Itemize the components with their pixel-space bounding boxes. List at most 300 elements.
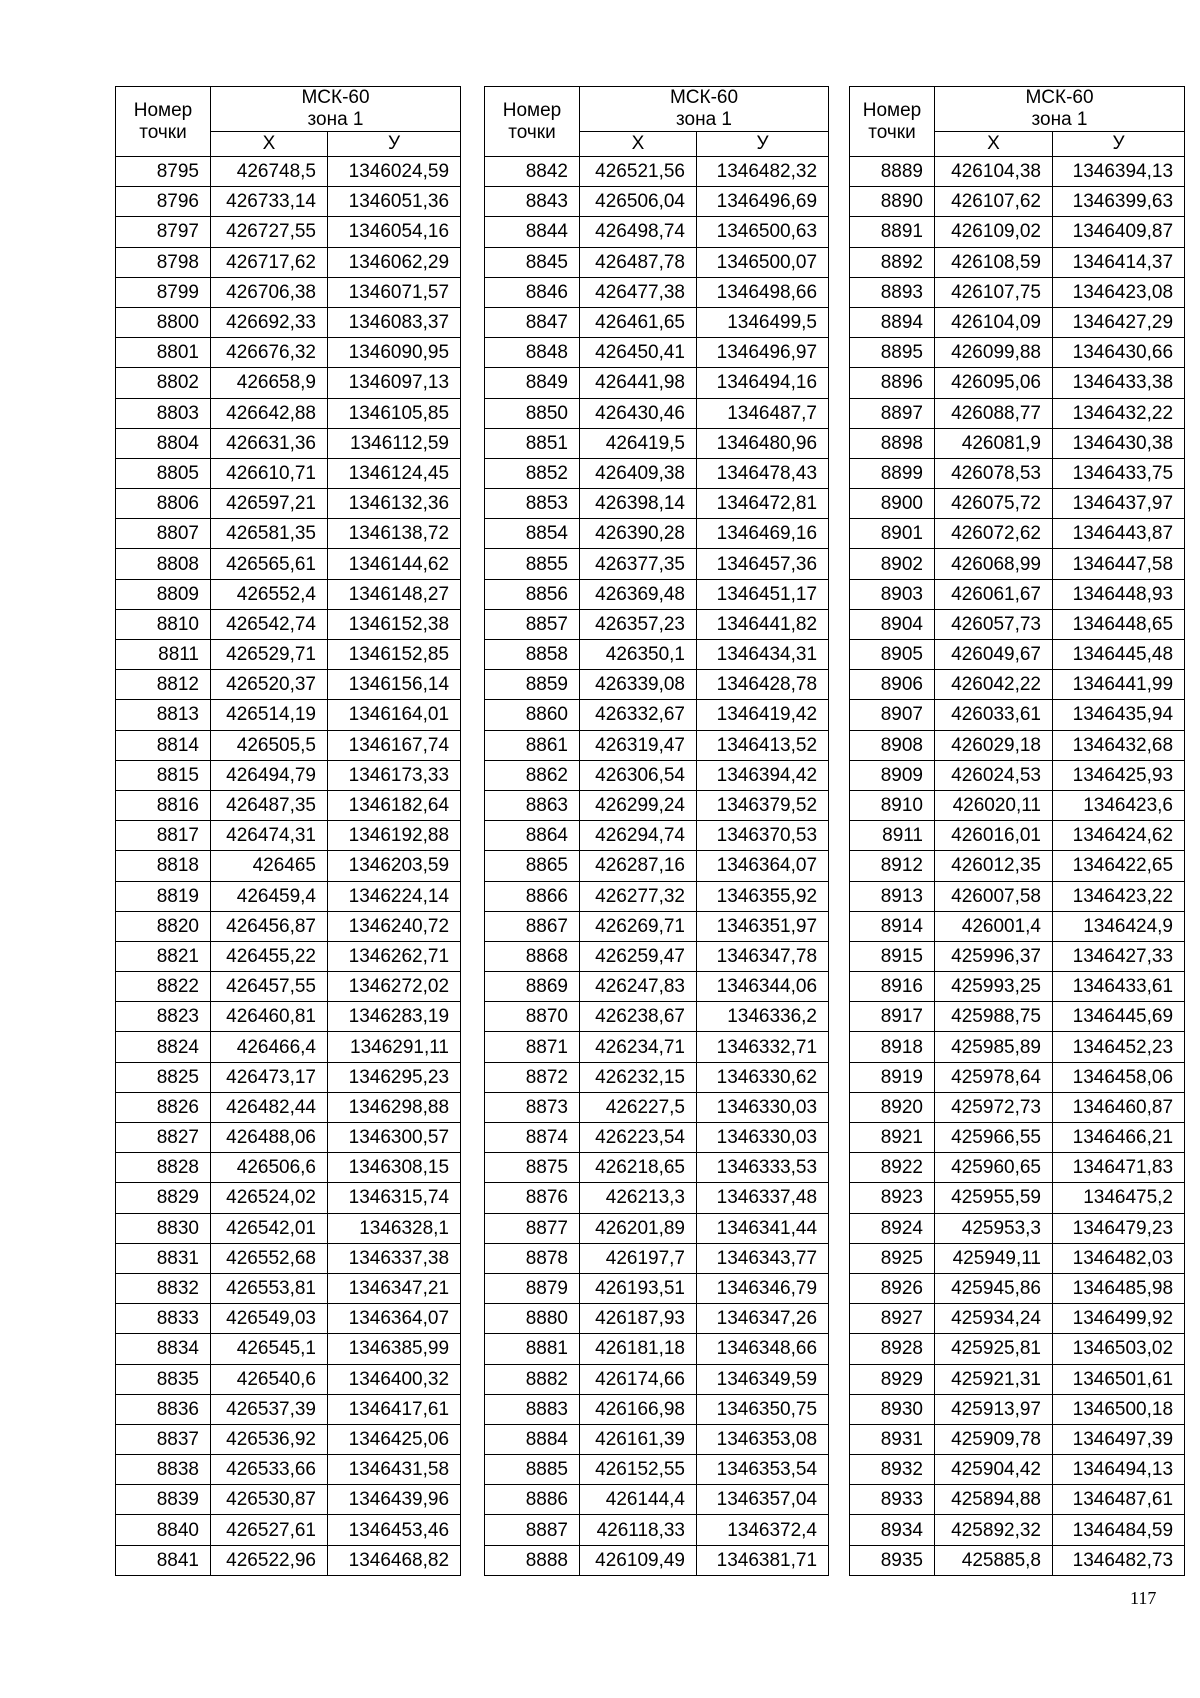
- x-coordinate-cell: 426020,11: [935, 790, 1053, 820]
- point-number-cell: 8803: [116, 398, 211, 428]
- y-coordinate-cell: 1346203,59: [328, 851, 461, 881]
- x-coordinate-cell: 426350,1: [580, 640, 697, 670]
- x-coordinate-cell: 426277,32: [580, 881, 697, 911]
- table-row: [850, 700, 1185, 730]
- y-coordinate-cell: 1346379,52: [697, 790, 829, 820]
- x-coordinate-cell: 426024,53: [935, 760, 1053, 790]
- y-coordinate-cell: 1346424,62: [1053, 821, 1185, 851]
- x-coordinate-cell: 426552,4: [211, 579, 328, 609]
- x-coordinate-cell: 426727,55: [211, 217, 328, 247]
- x-coordinate-cell: 426078,53: [935, 458, 1053, 488]
- y-coordinate-cell: 1346425,93: [1053, 760, 1185, 790]
- point-number-cell: 8885: [485, 1455, 580, 1485]
- point-number-cell: 8861: [485, 730, 580, 760]
- x-coordinate-cell: 426332,67: [580, 700, 697, 730]
- y-coordinate-cell: 1346351,97: [697, 911, 829, 941]
- point-number-cell: 8843: [485, 187, 580, 217]
- y-coordinate-cell: 1346283,19: [328, 1002, 461, 1032]
- point-number-cell: 8860: [485, 700, 580, 730]
- table-row: [850, 1153, 1185, 1183]
- y-coordinate-cell: 1346394,13: [1053, 157, 1185, 187]
- y-coordinate-cell: 1346355,92: [697, 881, 829, 911]
- y-coordinate-cell: 1346385,99: [328, 1334, 461, 1364]
- point-number-cell: 8926: [850, 1273, 935, 1303]
- table-row: [850, 1243, 1185, 1273]
- point-number-cell: 8907: [850, 700, 935, 730]
- x-coordinate-cell: 426409,38: [580, 458, 697, 488]
- y-coordinate-cell: 1346357,04: [697, 1485, 829, 1515]
- point-number-cell: 8829: [116, 1183, 211, 1213]
- point-number-cell: 8830: [116, 1213, 211, 1243]
- x-coordinate-cell: 426717,62: [211, 247, 328, 277]
- x-coordinate-cell: 426269,71: [580, 911, 697, 941]
- y-coordinate-cell: 1346097,13: [328, 368, 461, 398]
- point-number-cell: 8808: [116, 549, 211, 579]
- x-coordinate-cell: 425993,25: [935, 972, 1053, 1002]
- y-coordinate-cell: 1346423,08: [1053, 277, 1185, 307]
- point-number-cell: 8847: [485, 307, 580, 337]
- table-row: [116, 1153, 461, 1183]
- x-coordinate-cell: 426706,38: [211, 277, 328, 307]
- y-coordinate-cell: 1346054,16: [328, 217, 461, 247]
- y-coordinate-cell: 1346479,23: [1053, 1213, 1185, 1243]
- x-coordinate-cell: 426473,17: [211, 1062, 328, 1092]
- x-coordinate-cell: 426631,36: [211, 428, 328, 458]
- point-number-cell: 8869: [485, 972, 580, 1002]
- x-coordinate-cell: 426524,02: [211, 1183, 328, 1213]
- table-row: [116, 307, 461, 337]
- table-row: [116, 670, 461, 700]
- y-coordinate-cell: 1346192,88: [328, 821, 461, 851]
- x-coordinate-cell: 426474,31: [211, 821, 328, 851]
- y-coordinate-cell: 1346262,71: [328, 941, 461, 971]
- x-coordinate-cell: 426457,55: [211, 972, 328, 1002]
- x-coordinate-cell: 426676,32: [211, 338, 328, 368]
- y-coordinate-cell: 1346353,54: [697, 1455, 829, 1485]
- point-number-cell: 8905: [850, 640, 935, 670]
- x-coordinate-cell: 426144,4: [580, 1485, 697, 1515]
- header-coordinate-system: МСК-60 зона 1: [580, 87, 829, 132]
- table-row: [485, 1153, 829, 1183]
- y-coordinate-cell: 1346499,5: [697, 307, 829, 337]
- y-coordinate-cell: 1346182,64: [328, 790, 461, 820]
- x-coordinate-cell: 425934,24: [935, 1304, 1053, 1334]
- point-number-cell: 8922: [850, 1153, 935, 1183]
- point-number-cell: 8825: [116, 1062, 211, 1092]
- point-number-cell: 8917: [850, 1002, 935, 1032]
- x-coordinate-cell: 426294,74: [580, 821, 697, 851]
- point-number-cell: 8876: [485, 1183, 580, 1213]
- x-coordinate-cell: 426692,33: [211, 307, 328, 337]
- point-number-cell: 8813: [116, 700, 211, 730]
- table-row: [116, 579, 461, 609]
- y-coordinate-cell: 1346500,07: [697, 247, 829, 277]
- x-coordinate-cell: 425913,97: [935, 1394, 1053, 1424]
- y-coordinate-cell: 1346458,06: [1053, 1062, 1185, 1092]
- y-coordinate-cell: 1346434,31: [697, 640, 829, 670]
- table-row: [850, 1062, 1185, 1092]
- y-coordinate-cell: 1346471,83: [1053, 1153, 1185, 1183]
- point-number-cell: 8862: [485, 760, 580, 790]
- table-row: [485, 277, 829, 307]
- y-coordinate-cell: 1346499,92: [1053, 1304, 1185, 1334]
- table-row: [485, 1364, 829, 1394]
- y-coordinate-cell: 1346400,32: [328, 1364, 461, 1394]
- y-coordinate-cell: 1346394,42: [697, 760, 829, 790]
- x-coordinate-cell: 426061,67: [935, 579, 1053, 609]
- x-coordinate-cell: 426049,67: [935, 640, 1053, 670]
- table-row: [850, 609, 1185, 639]
- coordinates-table-2: [484, 86, 829, 1576]
- x-coordinate-cell: 426072,62: [935, 519, 1053, 549]
- table-row: [116, 1545, 461, 1575]
- point-number-cell: 8824: [116, 1032, 211, 1062]
- table-row: [850, 790, 1185, 820]
- point-number-cell: 8846: [485, 277, 580, 307]
- y-coordinate-cell: 1346413,52: [697, 730, 829, 760]
- point-number-cell: 8867: [485, 911, 580, 941]
- x-coordinate-cell: 426610,71: [211, 458, 328, 488]
- point-number-cell: 8931: [850, 1424, 935, 1454]
- table-row: [485, 489, 829, 519]
- y-coordinate-cell: 1346423,6: [1053, 790, 1185, 820]
- y-coordinate-cell: 1346435,94: [1053, 700, 1185, 730]
- table-row: [850, 579, 1185, 609]
- table-row: [850, 1455, 1185, 1485]
- point-number-cell: 8921: [850, 1123, 935, 1153]
- point-number-cell: 8932: [850, 1455, 935, 1485]
- y-coordinate-cell: 1346105,85: [328, 398, 461, 428]
- point-number-cell: 8863: [485, 790, 580, 820]
- x-coordinate-cell: 426553,81: [211, 1273, 328, 1303]
- y-coordinate-cell: 1346460,87: [1053, 1092, 1185, 1122]
- table-row: [850, 187, 1185, 217]
- y-coordinate-cell: 1346344,06: [697, 972, 829, 1002]
- y-coordinate-cell: 1346272,02: [328, 972, 461, 1002]
- point-number-cell: 8895: [850, 338, 935, 368]
- table-row: [116, 338, 461, 368]
- x-coordinate-cell: 426223,54: [580, 1123, 697, 1153]
- table-row: [850, 1485, 1185, 1515]
- point-number-cell: 8841: [116, 1545, 211, 1575]
- x-coordinate-cell: 426487,78: [580, 247, 697, 277]
- y-coordinate-cell: 1346478,43: [697, 458, 829, 488]
- point-number-cell: 8853: [485, 489, 580, 519]
- point-number-cell: 8897: [850, 398, 935, 428]
- point-number-cell: 8828: [116, 1153, 211, 1183]
- point-number-cell: 8901: [850, 519, 935, 549]
- point-number-cell: 8899: [850, 458, 935, 488]
- y-coordinate-cell: 1346370,53: [697, 821, 829, 851]
- header-point-number: Номер точки: [485, 87, 580, 157]
- y-coordinate-cell: 1346138,72: [328, 519, 461, 549]
- table-row: [116, 1273, 461, 1303]
- x-coordinate-cell: 426104,09: [935, 307, 1053, 337]
- point-number-cell: 8831: [116, 1243, 211, 1273]
- x-coordinate-cell: 425955,59: [935, 1183, 1053, 1213]
- x-coordinate-cell: 426247,83: [580, 972, 697, 1002]
- point-number-cell: 8859: [485, 670, 580, 700]
- x-coordinate-cell: 426419,5: [580, 428, 697, 458]
- point-number-cell: 8925: [850, 1243, 935, 1273]
- y-coordinate-cell: 1346422,65: [1053, 851, 1185, 881]
- point-number-cell: 8910: [850, 790, 935, 820]
- y-coordinate-cell: 1346496,69: [697, 187, 829, 217]
- y-coordinate-cell: 1346308,15: [328, 1153, 461, 1183]
- y-coordinate-cell: 1346482,32: [697, 157, 829, 187]
- x-coordinate-cell: 426488,06: [211, 1123, 328, 1153]
- x-coordinate-cell: 426658,9: [211, 368, 328, 398]
- x-coordinate-cell: 425985,89: [935, 1032, 1053, 1062]
- point-number-cell: 8912: [850, 851, 935, 881]
- point-number-cell: 8923: [850, 1183, 935, 1213]
- x-coordinate-cell: 426181,18: [580, 1334, 697, 1364]
- table-row: [850, 217, 1185, 247]
- point-number-cell: 8856: [485, 579, 580, 609]
- point-number-cell: 8802: [116, 368, 211, 398]
- x-coordinate-cell: 426552,68: [211, 1243, 328, 1273]
- y-coordinate-cell: 1346298,88: [328, 1092, 461, 1122]
- table-row: [485, 1424, 829, 1454]
- x-coordinate-cell: 426450,41: [580, 338, 697, 368]
- y-coordinate-cell: 1346497,39: [1053, 1424, 1185, 1454]
- x-coordinate-cell: 426565,61: [211, 549, 328, 579]
- point-number-cell: 8850: [485, 398, 580, 428]
- table-row: [485, 368, 829, 398]
- y-coordinate-cell: 1346148,27: [328, 579, 461, 609]
- table-row: [116, 1455, 461, 1485]
- x-coordinate-cell: 426581,35: [211, 519, 328, 549]
- table-row: [485, 247, 829, 277]
- point-number-cell: 8884: [485, 1424, 580, 1454]
- y-coordinate-cell: 1346240,72: [328, 911, 461, 941]
- header-x: Х: [580, 132, 697, 157]
- point-number-cell: 8916: [850, 972, 935, 1002]
- point-number-cell: 8809: [116, 579, 211, 609]
- y-coordinate-cell: 1346337,38: [328, 1243, 461, 1273]
- y-coordinate-cell: 1346487,61: [1053, 1485, 1185, 1515]
- point-number-cell: 8820: [116, 911, 211, 941]
- point-number-cell: 8799: [116, 277, 211, 307]
- y-coordinate-cell: 1346439,96: [328, 1485, 461, 1515]
- header-y: У: [697, 132, 829, 157]
- y-coordinate-cell: 1346300,57: [328, 1123, 461, 1153]
- table-row: [116, 458, 461, 488]
- y-coordinate-cell: 1346469,16: [697, 519, 829, 549]
- table-row: [850, 1123, 1185, 1153]
- x-coordinate-cell: 426187,93: [580, 1304, 697, 1334]
- y-coordinate-cell: 1346485,98: [1053, 1273, 1185, 1303]
- point-number-cell: 8821: [116, 941, 211, 971]
- point-number-cell: 8891: [850, 217, 935, 247]
- header-point-number: Номер точки: [116, 87, 211, 157]
- table-row: [485, 1545, 829, 1575]
- x-coordinate-cell: 425949,11: [935, 1243, 1053, 1273]
- header-point-number: Номер точки: [850, 87, 935, 157]
- x-coordinate-cell: 426521,56: [580, 157, 697, 187]
- point-number-cell: 8929: [850, 1364, 935, 1394]
- x-coordinate-cell: 426287,16: [580, 851, 697, 881]
- y-coordinate-cell: 1346452,23: [1053, 1032, 1185, 1062]
- point-number-cell: 8805: [116, 458, 211, 488]
- table-row: [485, 1394, 829, 1424]
- x-coordinate-cell: 426487,35: [211, 790, 328, 820]
- y-coordinate-cell: 1346062,29: [328, 247, 461, 277]
- table-row: [116, 519, 461, 549]
- y-coordinate-cell: 1346346,79: [697, 1273, 829, 1303]
- x-coordinate-cell: 425909,78: [935, 1424, 1053, 1454]
- table-row: [850, 760, 1185, 790]
- table-row: [485, 821, 829, 851]
- y-coordinate-cell: 1346144,62: [328, 549, 461, 579]
- y-coordinate-cell: 1346337,48: [697, 1183, 829, 1213]
- point-number-cell: 8892: [850, 247, 935, 277]
- point-number-cell: 8900: [850, 489, 935, 519]
- table-row: [485, 307, 829, 337]
- table-row: [116, 157, 461, 187]
- table-row: [116, 730, 461, 760]
- x-coordinate-cell: 426377,35: [580, 549, 697, 579]
- table-row: [116, 1424, 461, 1454]
- table-row: [485, 972, 829, 1002]
- point-number-cell: 8845: [485, 247, 580, 277]
- header-x: Х: [211, 132, 328, 157]
- y-coordinate-cell: 1346428,78: [697, 670, 829, 700]
- y-coordinate-cell: 1346431,58: [328, 1455, 461, 1485]
- y-coordinate-cell: 1346501,61: [1053, 1364, 1185, 1394]
- table-row: [850, 247, 1185, 277]
- x-coordinate-cell: 426075,72: [935, 489, 1053, 519]
- point-number-cell: 8880: [485, 1304, 580, 1334]
- point-number-cell: 8913: [850, 881, 935, 911]
- x-coordinate-cell: 426108,59: [935, 247, 1053, 277]
- point-number-cell: 8816: [116, 790, 211, 820]
- point-number-cell: 8849: [485, 368, 580, 398]
- table-row: [850, 972, 1185, 1002]
- x-coordinate-cell: 426299,24: [580, 790, 697, 820]
- x-coordinate-cell: 426441,98: [580, 368, 697, 398]
- x-coordinate-cell: 426107,62: [935, 187, 1053, 217]
- x-coordinate-cell: 426549,03: [211, 1304, 328, 1334]
- y-coordinate-cell: 1346451,17: [697, 579, 829, 609]
- table-row: [485, 187, 829, 217]
- table-row: [485, 640, 829, 670]
- point-number-cell: 8879: [485, 1273, 580, 1303]
- table-row: [850, 821, 1185, 851]
- x-coordinate-cell: 426033,61: [935, 700, 1053, 730]
- point-number-cell: 8915: [850, 941, 935, 971]
- x-coordinate-cell: 426514,19: [211, 700, 328, 730]
- x-coordinate-cell: 426161,39: [580, 1424, 697, 1454]
- point-number-cell: 8795: [116, 157, 211, 187]
- table-row: [485, 700, 829, 730]
- x-coordinate-cell: 426530,87: [211, 1485, 328, 1515]
- point-number-cell: 8881: [485, 1334, 580, 1364]
- table-row: [850, 640, 1185, 670]
- x-coordinate-cell: 426642,88: [211, 398, 328, 428]
- y-coordinate-cell: 1346445,48: [1053, 640, 1185, 670]
- point-number-cell: 8896: [850, 368, 935, 398]
- x-coordinate-cell: 425960,65: [935, 1153, 1053, 1183]
- y-coordinate-cell: 1346433,38: [1053, 368, 1185, 398]
- y-coordinate-cell: 1346427,33: [1053, 941, 1185, 971]
- y-coordinate-cell: 1346349,59: [697, 1364, 829, 1394]
- x-coordinate-cell: 426339,08: [580, 670, 697, 700]
- table-row: [850, 1183, 1185, 1213]
- point-number-cell: 8798: [116, 247, 211, 277]
- y-coordinate-cell: 1346417,61: [328, 1394, 461, 1424]
- x-coordinate-cell: 426081,9: [935, 428, 1053, 458]
- table-row: [116, 217, 461, 247]
- point-number-cell: 8919: [850, 1062, 935, 1092]
- y-coordinate-cell: 1346423,22: [1053, 881, 1185, 911]
- point-number-cell: 8838: [116, 1455, 211, 1485]
- point-number-cell: 8817: [116, 821, 211, 851]
- x-coordinate-cell: 426197,7: [580, 1243, 697, 1273]
- y-coordinate-cell: 1346364,07: [697, 851, 829, 881]
- y-coordinate-cell: 1346124,45: [328, 458, 461, 488]
- point-number-cell: 8911: [850, 821, 935, 851]
- x-coordinate-cell: 426107,75: [935, 277, 1053, 307]
- y-coordinate-cell: 1346330,03: [697, 1092, 829, 1122]
- table-row: [116, 760, 461, 790]
- table-row: [116, 881, 461, 911]
- x-coordinate-cell: 426533,66: [211, 1455, 328, 1485]
- y-coordinate-cell: 1346496,97: [697, 338, 829, 368]
- point-number-cell: 8872: [485, 1062, 580, 1092]
- point-number-cell: 8801: [116, 338, 211, 368]
- table-row: [485, 1092, 829, 1122]
- y-coordinate-cell: 1346453,46: [328, 1515, 461, 1545]
- table-row: [485, 1123, 829, 1153]
- point-number-cell: 8839: [116, 1485, 211, 1515]
- x-coordinate-cell: 426001,4: [935, 911, 1053, 941]
- y-coordinate-cell: 1346336,2: [697, 1002, 829, 1032]
- point-number-cell: 8834: [116, 1334, 211, 1364]
- point-number-cell: 8935: [850, 1545, 935, 1575]
- table-row: [850, 307, 1185, 337]
- x-coordinate-cell: 426109,49: [580, 1545, 697, 1575]
- table-row: [850, 941, 1185, 971]
- x-coordinate-cell: 426466,4: [211, 1032, 328, 1062]
- point-number-cell: 8878: [485, 1243, 580, 1273]
- y-coordinate-cell: 1346399,63: [1053, 187, 1185, 217]
- y-coordinate-cell: 1346328,1: [328, 1213, 461, 1243]
- point-number-cell: 8928: [850, 1334, 935, 1364]
- y-coordinate-cell: 1346447,58: [1053, 549, 1185, 579]
- table-row: [485, 217, 829, 247]
- x-coordinate-cell: 426494,79: [211, 760, 328, 790]
- x-coordinate-cell: 426456,87: [211, 911, 328, 941]
- point-number-cell: 8934: [850, 1515, 935, 1545]
- table-row: [485, 1183, 829, 1213]
- x-coordinate-cell: 426213,3: [580, 1183, 697, 1213]
- table-row: [116, 1394, 461, 1424]
- point-number-cell: 8927: [850, 1304, 935, 1334]
- table-row: [116, 821, 461, 851]
- table-row: [485, 941, 829, 971]
- point-number-cell: 8904: [850, 609, 935, 639]
- table-row: [116, 1213, 461, 1243]
- table-row: [116, 187, 461, 217]
- point-number-cell: 8852: [485, 458, 580, 488]
- table-row: [116, 549, 461, 579]
- x-coordinate-cell: 426007,58: [935, 881, 1053, 911]
- y-coordinate-cell: 1346090,95: [328, 338, 461, 368]
- x-coordinate-cell: 426057,73: [935, 609, 1053, 639]
- table-row: [116, 1002, 461, 1032]
- point-number-cell: 8800: [116, 307, 211, 337]
